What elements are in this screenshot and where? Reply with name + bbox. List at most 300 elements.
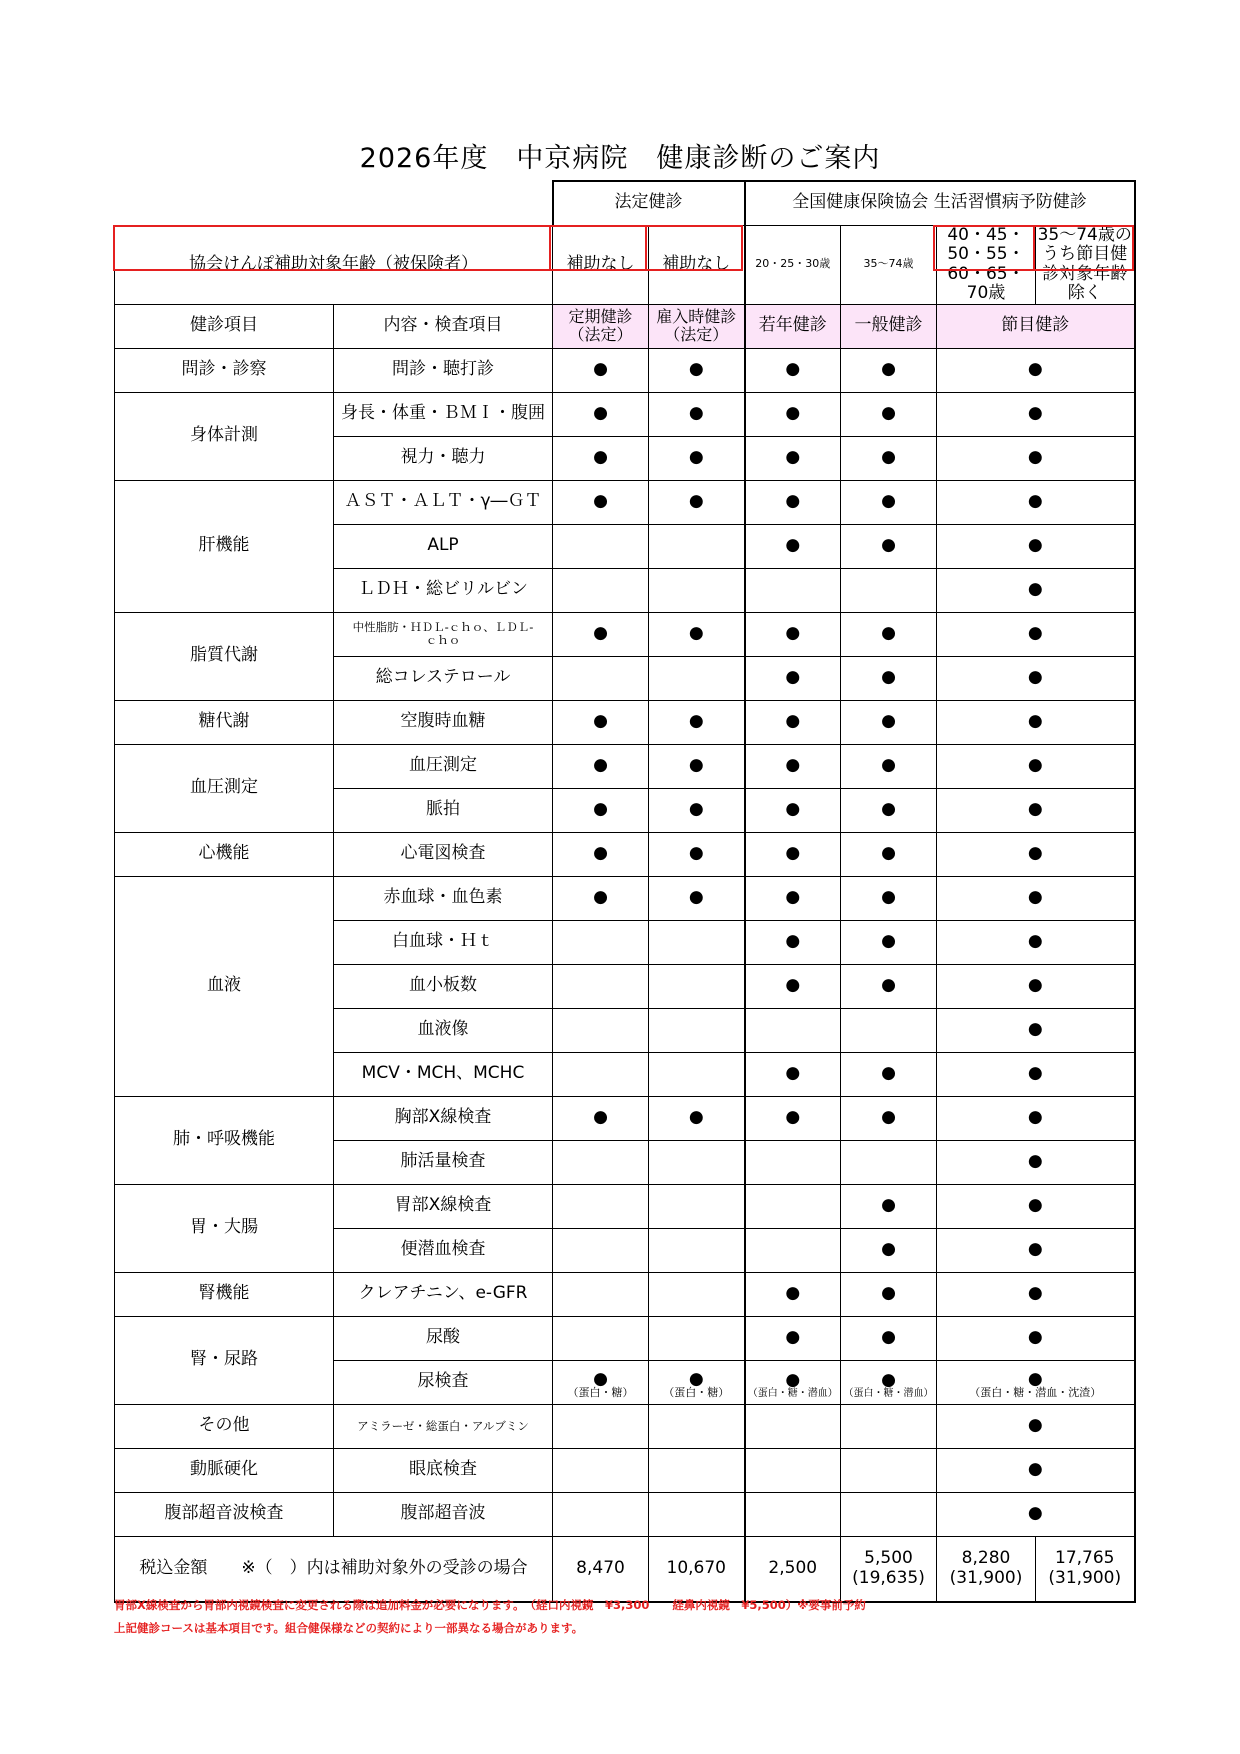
mark-cell [937,744,1135,788]
mark-cell [841,524,937,568]
mark-cell [553,524,649,568]
urine-note: （蛋白・糖・潜血・沈渣） [969,1386,1102,1400]
mark-cell [745,436,841,480]
mark-cell [937,1008,1135,1052]
dot-mark: ● [785,403,801,424]
mark-cell [553,1272,649,1316]
price-sub: (31,900) [1048,1567,1122,1588]
mark-cell [649,1272,745,1316]
mark-cell [745,788,841,832]
dot-mark: ● [881,931,896,952]
age-value: 40・45・50・55・60・65・70歳 [937,225,1036,304]
mark-cell [841,964,937,1008]
checkup-content: 問診・聴打診 [334,348,553,392]
dot-mark: ● [1027,491,1043,512]
dot-mark: ● [1027,711,1043,732]
column-header-course: 雇入時健診（法定） [649,304,745,348]
dot-mark: ● [688,799,704,820]
price-label: 税込金額 ※（ ）内は補助対象外の受診の場合 [115,1536,553,1602]
table-row [115,1272,1135,1316]
mark-cell [553,1448,649,1492]
checkup-table [114,180,1136,1603]
dot-mark: ● [785,491,801,512]
mark-cell [937,876,1135,920]
mark-cell [745,1008,841,1052]
dot-mark: ● [1027,1503,1043,1524]
column-header-item: 健診項目 [115,304,334,348]
mark-cell [649,1140,745,1184]
table-row [115,832,1135,876]
checkup-item: 腹部超音波検査 [115,1492,334,1536]
blank-header-cell [115,181,553,225]
footnotes [114,1594,866,1640]
dot-mark: ● [593,887,608,908]
dot-mark: ● [785,887,801,908]
mark-cell [937,1052,1135,1096]
mark-cell [745,568,841,612]
column-header-course: 定期健診（法定） [553,304,649,348]
mark-cell [937,612,1135,656]
dot-mark: ● [785,623,801,644]
mark-cell [841,1140,937,1184]
checkup-content: 中性脂肪・ＨＤＬ-ｃｈｏ、ＬＤＬ-ｃｈｏ [334,612,553,656]
price-value [649,1536,745,1602]
table-row [115,744,1135,788]
mark-cell [841,1052,937,1096]
mark-cell [841,1448,937,1492]
dot-mark: ● [688,843,704,864]
dot-mark: ● [785,1327,801,1348]
mark-cell [649,392,745,436]
mark-cell [937,1360,1135,1404]
dot-mark: ● [593,623,608,644]
dot-mark: ● [688,711,704,732]
mark-cell [553,788,649,832]
mark-cell [841,1184,937,1228]
mark-cell [937,436,1135,480]
mark-cell [553,1008,649,1052]
dot-mark: ● [881,755,896,776]
checkup-content: 胸部X線検査 [334,1096,553,1140]
checkup-content: 尿酸 [334,1316,553,1360]
checkup-content: MCV・MCH、MCHC [334,1052,553,1096]
checkup-content: 白血球・Ｈｔ [334,920,553,964]
dot-mark: ● [881,359,896,380]
dot-mark: ● [881,843,896,864]
mark-cell [745,1228,841,1272]
mark-cell [649,568,745,612]
mark-cell [553,744,649,788]
dot-mark: ● [1027,887,1043,908]
dot-mark: ● [881,1063,896,1084]
dot-mark: ● [1027,975,1043,996]
checkup-item: 血圧測定 [115,744,334,832]
checkup-content: 赤血球・血色素 [334,876,553,920]
mark-cell [649,920,745,964]
mark-cell [649,436,745,480]
mark-cell [841,788,937,832]
checkup-item: 腎・尿路 [115,1316,334,1404]
checkup-content: 総コレステロール [334,656,553,700]
dot-mark: ● [1027,843,1043,864]
column-header-course: 若年健診 [745,304,841,348]
mark-cell [937,1404,1135,1448]
mark-cell [841,1096,937,1140]
dot-mark: ● [1027,447,1043,468]
mark-cell [649,700,745,744]
dot-mark: ● [785,1107,801,1128]
mark-cell [649,524,745,568]
mark-cell [649,832,745,876]
dot-mark: ● [688,887,704,908]
mark-cell [553,1492,649,1536]
dot-mark: ● [688,491,704,512]
mark-cell [745,348,841,392]
dot-mark: ● [593,755,608,776]
age-row-label: 協会けんぽ補助対象年齢（被保険者） [115,225,553,304]
table-row [115,1316,1135,1360]
mark-cell [553,656,649,700]
mark-cell [553,876,649,920]
mark-cell [553,1360,649,1404]
dot-mark: ● [785,535,801,556]
table-row [115,392,1135,436]
mark-cell [937,1448,1135,1492]
dot-mark: ● [593,403,608,424]
table-row [115,876,1135,920]
age-value: 35～74歳 [841,225,937,304]
dot-mark: ● [785,667,801,688]
urine-note: （蛋白・糖） [567,1386,634,1400]
dot-mark: ● [1027,359,1043,380]
mark-cell [841,744,937,788]
dot-mark: ● [881,491,896,512]
checkup-content: アミラーゼ・総蛋白・アルブミン [334,1404,553,1448]
dot-mark: ● [1027,1415,1043,1436]
checkup-content: 血圧測定 [334,744,553,788]
mark-cell [553,964,649,1008]
price-value [937,1536,1036,1602]
price-value [553,1536,649,1602]
price-main: 5,500 [864,1548,913,1569]
checkup-item: 動脈硬化 [115,1448,334,1492]
dot-mark: ● [785,1063,801,1084]
mark-cell [553,480,649,524]
mark-cell [649,744,745,788]
dot-mark: ● [593,1107,608,1128]
mark-cell [745,612,841,656]
dot-mark: ● [1027,1063,1043,1084]
mark-cell [841,700,937,744]
mark-cell [553,1316,649,1360]
mark-cell [937,524,1135,568]
checkup-item: 肝機能 [115,480,334,612]
mark-cell [745,1052,841,1096]
mark-cell [649,1008,745,1052]
mark-cell [649,480,745,524]
mark-cell [745,480,841,524]
dot-mark: ● [688,1107,704,1128]
mark-cell [745,1096,841,1140]
dot-mark: ● [1027,1368,1043,1389]
mark-cell [937,1492,1135,1536]
checkup-item: 腎機能 [115,1272,334,1316]
mark-cell [937,920,1135,964]
mark-cell [745,700,841,744]
mark-cell [553,1404,649,1448]
dot-mark: ● [688,403,704,424]
checkup-content: 尿検査 [334,1360,553,1404]
dot-mark: ● [785,755,801,776]
table-row [115,1184,1135,1228]
price-row [115,1536,1135,1602]
mark-cell [841,1360,937,1404]
mark-cell [841,1272,937,1316]
mark-cell [937,1184,1135,1228]
mark-cell [841,612,937,656]
mark-cell [649,1316,745,1360]
table-row [115,612,1135,656]
price-main: 17,765 [1055,1548,1115,1569]
table-row [115,348,1135,392]
dot-mark: ● [881,447,896,468]
mark-cell [937,1140,1135,1184]
checkup-item: 血液 [115,876,334,1096]
mark-cell [553,700,649,744]
dot-mark: ● [593,447,608,468]
mark-cell [745,920,841,964]
mark-cell [937,1316,1135,1360]
dot-mark: ● [1027,403,1043,424]
dot-mark: ● [881,1369,896,1390]
column-header-course: 節目健診 [937,304,1135,348]
page-title: 2026年度 中京病院 健康診断のご案内 [359,143,881,174]
dot-mark: ● [1027,799,1043,820]
dot-mark: ● [593,711,608,732]
mark-cell [649,788,745,832]
mark-cell [553,1184,649,1228]
price-value [1036,1536,1135,1602]
dot-mark: ● [1027,535,1043,556]
urine-note: （蛋白・糖） [663,1386,730,1400]
mark-cell [745,1492,841,1536]
price-main: 8,280 [961,1548,1011,1569]
footnote: 上記健診コースは基本項目です。組合健保様などの契約により一部異なる場合があります。 [114,1621,584,1635]
mark-cell [745,1272,841,1316]
group-header-kyokai: 全国健康保険協会 生活習慣病予防健診 [745,181,1135,225]
price-sub: (31,900) [949,1567,1023,1588]
checkup-content: 空腹時血糖 [334,700,553,744]
mark-cell [841,568,937,612]
checkup-content: ＡＳＴ・ＡＬＴ・γ―ＧＴ [334,480,553,524]
mark-cell [937,1272,1135,1316]
mark-cell [745,1360,841,1404]
dot-mark: ● [593,359,608,380]
age-value: 20・25・30歳 [745,225,841,304]
mark-cell [553,568,649,612]
age-value: 補助なし [553,225,649,304]
dot-mark: ● [881,403,896,424]
checkup-content: ALP [334,524,553,568]
mark-cell [937,348,1135,392]
mark-cell [841,1404,937,1448]
mark-cell [745,392,841,436]
dot-mark: ● [881,1195,896,1216]
mark-cell [745,656,841,700]
mark-cell [841,832,937,876]
dot-mark: ● [881,535,896,556]
dot-mark: ● [1027,1151,1043,1172]
mark-cell [745,832,841,876]
dot-mark: ● [785,1283,801,1304]
dot-mark: ● [1027,755,1043,776]
mark-cell [745,744,841,788]
dot-mark: ● [881,1327,896,1348]
column-header-course: 一般健診 [841,304,937,348]
mark-cell [553,612,649,656]
mark-cell [841,392,937,436]
dot-mark: ● [785,359,801,380]
mark-cell [745,1316,841,1360]
dot-mark: ● [593,491,608,512]
urine-note: （蛋白・糖・潜血） [843,1388,934,1400]
price-main: 2,500 [768,1558,818,1579]
dot-mark: ● [785,931,801,952]
mark-cell [841,1008,937,1052]
mark-cell [553,1052,649,1096]
mark-cell [745,1140,841,1184]
dot-mark: ● [785,843,801,864]
mark-cell [553,1228,649,1272]
mark-cell [553,832,649,876]
dot-mark: ● [593,843,608,864]
dot-mark: ● [688,1368,704,1389]
checkup-content: 身長・体重・ＢＭＩ・腹囲 [334,392,553,436]
price-sub: (19,635) [852,1567,925,1588]
checkup-item: 身体計測 [115,392,334,480]
mark-cell [553,436,649,480]
mark-cell [937,700,1135,744]
mark-cell [553,920,649,964]
dot-mark: ● [881,887,896,908]
dot-mark: ● [593,799,608,820]
urine-note: （蛋白・糖・潜血） [747,1388,838,1400]
mark-cell [841,1228,937,1272]
table-row [115,1096,1135,1140]
age-value: 補助なし [649,225,745,304]
mark-cell [841,436,937,480]
checkup-content: 肺活量検査 [334,1140,553,1184]
dot-mark: ● [881,1283,896,1304]
table-row [115,700,1135,744]
mark-cell [841,348,937,392]
mark-cell [649,1052,745,1096]
dot-mark: ● [688,623,704,644]
price-main: 8,470 [576,1558,625,1579]
mark-cell [841,876,937,920]
dot-mark: ● [1027,1107,1043,1128]
checkup-content: 血液像 [334,1008,553,1052]
mark-cell [649,1360,745,1404]
mark-cell [937,568,1135,612]
mark-cell [937,832,1135,876]
dot-mark: ● [1027,579,1043,600]
table-row [115,1448,1135,1492]
price-value [841,1536,937,1602]
mark-cell [937,480,1135,524]
checkup-item: 脂質代謝 [115,612,334,700]
mark-cell [649,1492,745,1536]
checkup-item: 問診・診察 [115,348,334,392]
mark-cell [937,392,1135,436]
mark-cell [649,656,745,700]
price-value [745,1536,841,1602]
checkup-content: クレアチニン、e-GFR [334,1272,553,1316]
mark-cell [937,1096,1135,1140]
price-main: 10,670 [666,1558,726,1579]
checkup-content: 血小板数 [334,964,553,1008]
mark-cell [937,964,1135,1008]
checkup-item: 肺・呼吸機能 [115,1096,334,1184]
dot-mark: ● [785,711,801,732]
checkup-content: 眼底検査 [334,1448,553,1492]
checkup-content: 脈拍 [334,788,553,832]
dot-mark: ● [593,1368,608,1389]
dot-mark: ● [1027,1459,1043,1480]
footnote: 胃部X線検査から胃部内視鏡検査に変更される際は追加料金が必要になります。 （経口内視鏡 ¥3,300 経鼻内視鏡 ¥5,500）※要事前予約 [114,1598,866,1612]
dot-mark: ● [1027,1195,1043,1216]
checkup-content: 腹部超音波 [334,1492,553,1536]
dot-mark: ● [1027,1283,1043,1304]
mark-cell [649,1184,745,1228]
checkup-content: 胃部X線検査 [334,1184,553,1228]
mark-cell [649,1096,745,1140]
mark-cell [745,964,841,1008]
mark-cell [937,1228,1135,1272]
dot-mark: ● [1027,1239,1043,1260]
mark-cell [841,656,937,700]
mark-cell [649,876,745,920]
dot-mark: ● [1027,623,1043,644]
dot-mark: ● [1027,1327,1043,1348]
dot-mark: ● [688,755,704,776]
mark-cell [745,1184,841,1228]
dot-mark: ● [881,667,896,688]
mark-cell [841,1492,937,1536]
dot-mark: ● [688,359,704,380]
dot-mark: ● [785,975,801,996]
mark-cell [745,1404,841,1448]
table-row [115,480,1135,524]
mark-cell [745,1448,841,1492]
mark-cell [649,964,745,1008]
dot-mark: ● [785,1369,801,1390]
mark-cell [745,876,841,920]
mark-cell [745,524,841,568]
mark-cell [649,1228,745,1272]
mark-cell [649,1404,745,1448]
checkup-content: 心電図検査 [334,832,553,876]
dot-mark: ● [785,799,801,820]
checkup-content: 便潜血検査 [334,1228,553,1272]
mark-cell [937,656,1135,700]
mark-cell [553,1140,649,1184]
mark-cell [841,1316,937,1360]
mark-cell [553,392,649,436]
mark-cell [649,612,745,656]
mark-cell [841,480,937,524]
checkup-content: 視力・聴力 [334,436,553,480]
